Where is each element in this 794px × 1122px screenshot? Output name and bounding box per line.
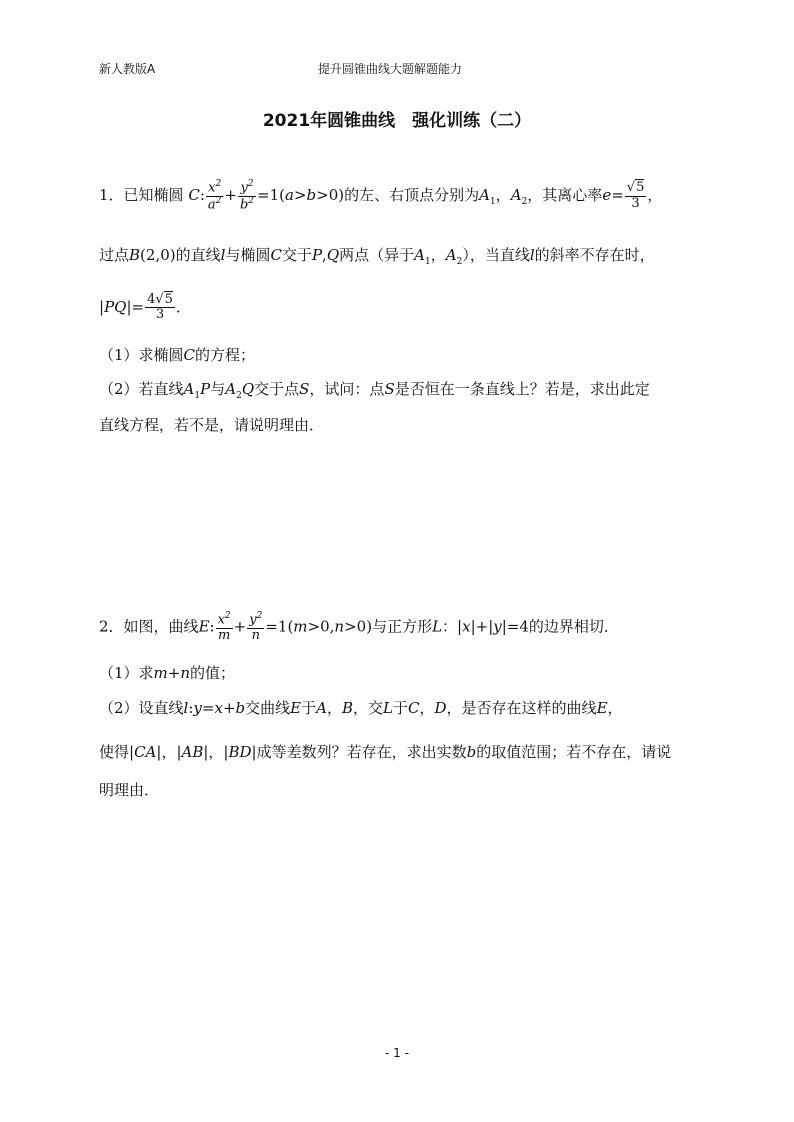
problem1-line1: 1．已知椭圆 C: $\frac{x^2}{a^2}$ + $\frac{y^2}{b^2}$ =1(a>b>0)的左、右顶点分别为$A_1$，$A_2$，其离心率e= $\frac{√5}{3}$ ， xyxy=(99,179,663,212)
problem1-q2: （2）若直线$A_1P$与$A_2Q$交于点S，试问：点S是否恒在一条直线上？若是，求出此定 xyxy=(99,380,650,401)
problem1-line3: |PQ|= $\frac{4√5}{3}$ ． xyxy=(99,292,191,323)
page-title: 2021年圆锥曲线 强化训练（二） xyxy=(262,111,532,131)
problem2-q2: （2）设直线l:y=x+b交曲线E于A，B，交L于C，D，是否存在这样的曲线E， xyxy=(99,699,623,717)
problem1-q2-cont: 直线方程，若不是，请说明理由． xyxy=(99,416,325,434)
problem2-q2-line3: 明理由． xyxy=(99,781,160,799)
header-left: 新人教版A xyxy=(99,62,156,76)
problem2-q2-line2: 使得|CA|，|AB|，|BD|成等差数列？若存在，求出实数b的取值范围；若不存在，请说 xyxy=(99,743,672,761)
problem2-line1: 2．如图，曲线E: $\frac{x^2}{m}$ + $\frac{y^2}{n}$ =1(m>0,n>0)与正方形L：|x|+|y|=4的边界相切． xyxy=(99,611,619,643)
header-center: 提升圆锥曲线大题解题能力 xyxy=(318,62,463,76)
page-number: - 1 - xyxy=(385,1046,409,1060)
problem1-line2: 过点B(2,0)的直线l与椭圆C交于P,Q两点（异于$A_1$，$A_2$），当直线l的斜率不存在时， xyxy=(99,246,655,267)
problem2-q1: （1）求m+n的值； xyxy=(99,664,236,682)
problem1-q1: （1）求椭圆C的方程； xyxy=(99,346,256,364)
